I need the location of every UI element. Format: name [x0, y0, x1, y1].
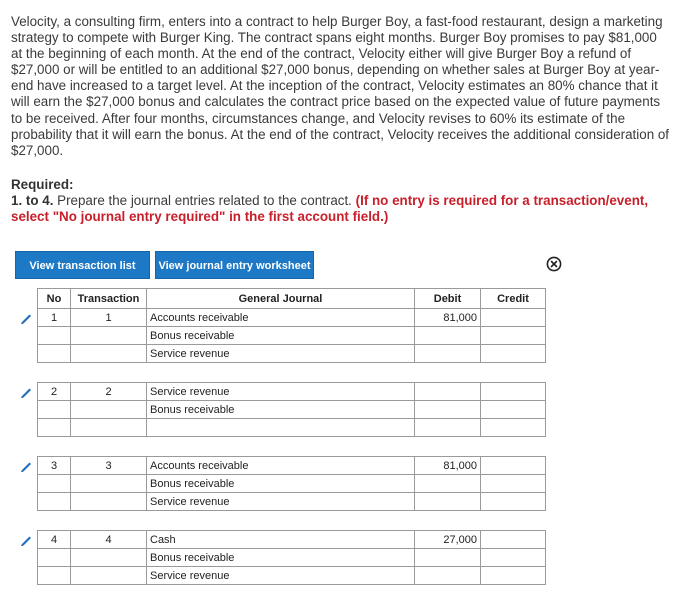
account-cell[interactable]: Service revenue	[147, 493, 415, 511]
credit-cell[interactable]	[481, 475, 546, 493]
entry-number	[38, 401, 71, 419]
journal-row	[38, 493, 546, 511]
journal-table	[37, 288, 546, 585]
entry-number: 3	[38, 457, 71, 475]
credit-cell[interactable]	[481, 345, 546, 363]
credit-cell[interactable]	[481, 549, 546, 567]
debit-cell[interactable]	[415, 567, 481, 585]
required-instruction	[11, 193, 681, 225]
entry-number: 2	[38, 383, 71, 401]
credit-cell[interactable]	[481, 457, 546, 475]
debit-cell[interactable]: 81,000	[415, 309, 481, 327]
spacer-cell	[38, 511, 546, 531]
header-no: No	[38, 289, 71, 309]
journal-row	[38, 345, 546, 363]
account-cell[interactable]: Accounts receivable	[147, 309, 415, 327]
transaction-number: 4	[71, 531, 147, 549]
header-transaction: Transaction	[71, 289, 147, 309]
debit-cell[interactable]: 81,000	[415, 457, 481, 475]
entry-number	[38, 549, 71, 567]
credit-cell[interactable]	[481, 567, 546, 585]
account-cell[interactable]: Bonus receivable	[147, 549, 415, 567]
entry-number	[38, 345, 71, 363]
transaction-number	[71, 419, 147, 437]
entry-number	[38, 327, 71, 345]
journal-row	[38, 327, 546, 345]
debit-cell[interactable]	[415, 549, 481, 567]
transaction-number: 1	[71, 309, 147, 327]
account-cell[interactable]: Service revenue	[147, 345, 415, 363]
account-cell[interactable]: Service revenue	[147, 383, 415, 401]
entry-number	[38, 419, 71, 437]
journal-body	[38, 309, 546, 585]
header-debit: Debit	[415, 289, 481, 309]
journal-row	[38, 549, 546, 567]
account-cell[interactable]: Bonus receivable	[147, 401, 415, 419]
debit-cell[interactable]	[415, 327, 481, 345]
journal-row	[38, 383, 546, 401]
debit-cell[interactable]	[415, 383, 481, 401]
journal-row	[38, 309, 546, 327]
entry-spacer	[38, 437, 546, 457]
account-cell[interactable]: Cash	[147, 531, 415, 549]
transaction-number	[71, 567, 147, 585]
entry-spacer	[38, 511, 546, 531]
account-cell[interactable]: Service revenue	[147, 567, 415, 585]
entry-spacer	[38, 363, 546, 383]
close-icon[interactable]	[546, 256, 562, 272]
debit-cell[interactable]	[415, 345, 481, 363]
table-header-row	[38, 289, 546, 309]
journal-row	[38, 531, 546, 549]
entry-number	[38, 567, 71, 585]
credit-cell[interactable]	[481, 419, 546, 437]
debit-cell[interactable]	[415, 401, 481, 419]
debit-cell[interactable]	[415, 493, 481, 511]
required-text: Prepare the journal entries related to the contract.	[53, 193, 356, 209]
view-journal-entry-worksheet-button[interactable]: View journal entry worksheet	[155, 251, 314, 279]
transaction-number: 3	[71, 457, 147, 475]
header-general-journal: General Journal	[147, 289, 415, 309]
required-number: 1. to 4.	[11, 193, 54, 209]
spacer-cell	[38, 437, 546, 457]
debit-cell[interactable]	[415, 475, 481, 493]
required-note: (If no entry is required for a transaction/event, select "No journal entry required" in the first account field.)	[11, 193, 649, 225]
credit-cell[interactable]	[481, 309, 546, 327]
entry-number	[38, 493, 71, 511]
transaction-number	[71, 401, 147, 419]
credit-cell[interactable]	[481, 327, 546, 345]
entry-number: 1	[38, 309, 71, 327]
view-transaction-list-button[interactable]: View transaction list	[15, 251, 150, 279]
edit-pencil-icon[interactable]	[19, 459, 33, 473]
edit-pencil-icon[interactable]	[19, 311, 33, 325]
edit-pencil-icon[interactable]	[19, 533, 33, 547]
credit-cell[interactable]	[481, 531, 546, 549]
journal-row	[38, 419, 546, 437]
required-heading: Required:	[11, 177, 74, 192]
edit-pencil-icon[interactable]	[19, 385, 33, 399]
transaction-number	[71, 345, 147, 363]
header-credit: Credit	[481, 289, 546, 309]
entry-number	[38, 475, 71, 493]
spacer-cell	[38, 363, 546, 383]
transaction-number	[71, 549, 147, 567]
debit-cell[interactable]: 27,000	[415, 531, 481, 549]
account-cell[interactable]: Accounts receivable	[147, 457, 415, 475]
journal-row	[38, 567, 546, 585]
transaction-number	[71, 493, 147, 511]
credit-cell[interactable]	[481, 493, 546, 511]
credit-cell[interactable]	[481, 383, 546, 401]
journal-row	[38, 401, 546, 419]
account-cell[interactable]: Bonus receivable	[147, 327, 415, 345]
account-cell[interactable]	[147, 419, 415, 437]
transaction-number: 2	[71, 383, 147, 401]
account-cell[interactable]: Bonus receivable	[147, 475, 415, 493]
transaction-number	[71, 475, 147, 493]
debit-cell[interactable]	[415, 419, 481, 437]
entry-number: 4	[38, 531, 71, 549]
required-section	[11, 177, 681, 226]
problem-statement: Velocity, a consulting firm, enters into a contract to help Burger Boy, a fast-food restaurant, design a marketing strategy to compete with Burger King. The contract spans eight months. Burger Boy promises to pay $81,000 at the beginning of each month. At the end of the contract, Velocity either will give Burger Boy a refund of $27,000 or will be entitled to an additional $27,000 bonus, depending on whether sales at Burger Boy at year-end have increased to a target level. At the inception of the contract, Velocity estimates an 80% chance that it will earn the $27,000 bonus and calculates the contract price based on the expected value of future payments to be received. After four months, circumstances change, and Velocity revises to 60% its estimate of the probability that it will earn the bonus. At the end of the contract, Velocity receives the additional consideration of $27,000.	[11, 14, 670, 158]
credit-cell[interactable]	[481, 401, 546, 419]
journal-row	[38, 475, 546, 493]
journal-row	[38, 457, 546, 475]
transaction-number	[71, 327, 147, 345]
